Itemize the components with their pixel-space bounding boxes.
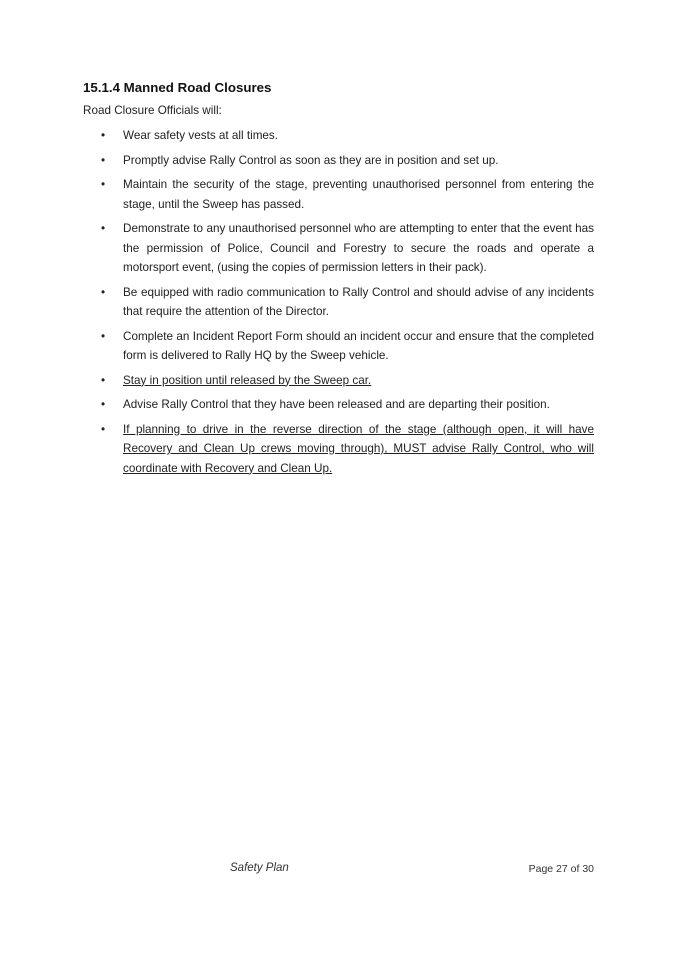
list-item-text: Stay in position until released by the Sweep car. <box>123 373 372 387</box>
bullet-icon: • <box>101 398 106 411</box>
section-heading: 15.1.4 Manned Road Closures <box>83 80 272 95</box>
bullet-icon: • <box>101 153 106 167</box>
bullet-icon: • <box>101 422 106 436</box>
list-item-text: Demonstrate to any unauthorised personnel who are attempting to enter that the event has the permission of Police, Council and Forestry to secure the roads and operate a motorsport event, (using the copies of permission letters in their pack). <box>123 222 594 274</box>
list-item-text: Promptly advise Rally Control as soon as they are in position and set up. <box>123 153 499 167</box>
list-item <box>0 219 594 278</box>
list-item-text: Complete an Incident Report Form should an incident occur and ensure that the completed form is delivered to Rally HQ by the Sweep vehicle. <box>123 329 594 362</box>
list-item <box>0 126 594 146</box>
bullet-icon: • <box>101 178 106 191</box>
list-item <box>0 420 594 479</box>
bullet-icon: • <box>101 373 106 387</box>
list-item-text: Advise Rally Control that they have been released and are departing their position. <box>123 398 550 411</box>
list-item <box>0 327 594 366</box>
footer-page-number: Page 27 of 30 <box>528 863 594 875</box>
bullet-icon: • <box>101 285 106 299</box>
bullet-list <box>0 126 675 483</box>
list-item <box>0 371 594 391</box>
list-item <box>0 395 594 415</box>
section-intro: Road Closure Officials will: <box>83 104 222 117</box>
list-item-text: Wear safety vests at all times. <box>123 129 279 142</box>
bullet-icon: • <box>101 329 106 343</box>
bullet-icon: • <box>101 129 106 142</box>
list-item-text: Be equipped with radio communication to Rally Control and should advise of any incidents that require the attention of the Director. <box>123 285 594 318</box>
footer-document-title: Safety Plan <box>230 862 289 874</box>
list-item-text: Maintain the security of the stage, preventing unauthorised personnel from entering the stage, until the Sweep has passed. <box>123 178 594 211</box>
list-item <box>0 175 594 214</box>
bullet-icon: • <box>101 222 106 235</box>
list-item-text: If planning to drive in the reverse direction of the stage (although open, it will have Recovery and Clean Up crews moving through), MUST advise Rally Control, who will coordinate with Recovery and Clean Up. <box>123 422 594 475</box>
list-item <box>0 151 594 171</box>
list-item <box>0 283 594 322</box>
